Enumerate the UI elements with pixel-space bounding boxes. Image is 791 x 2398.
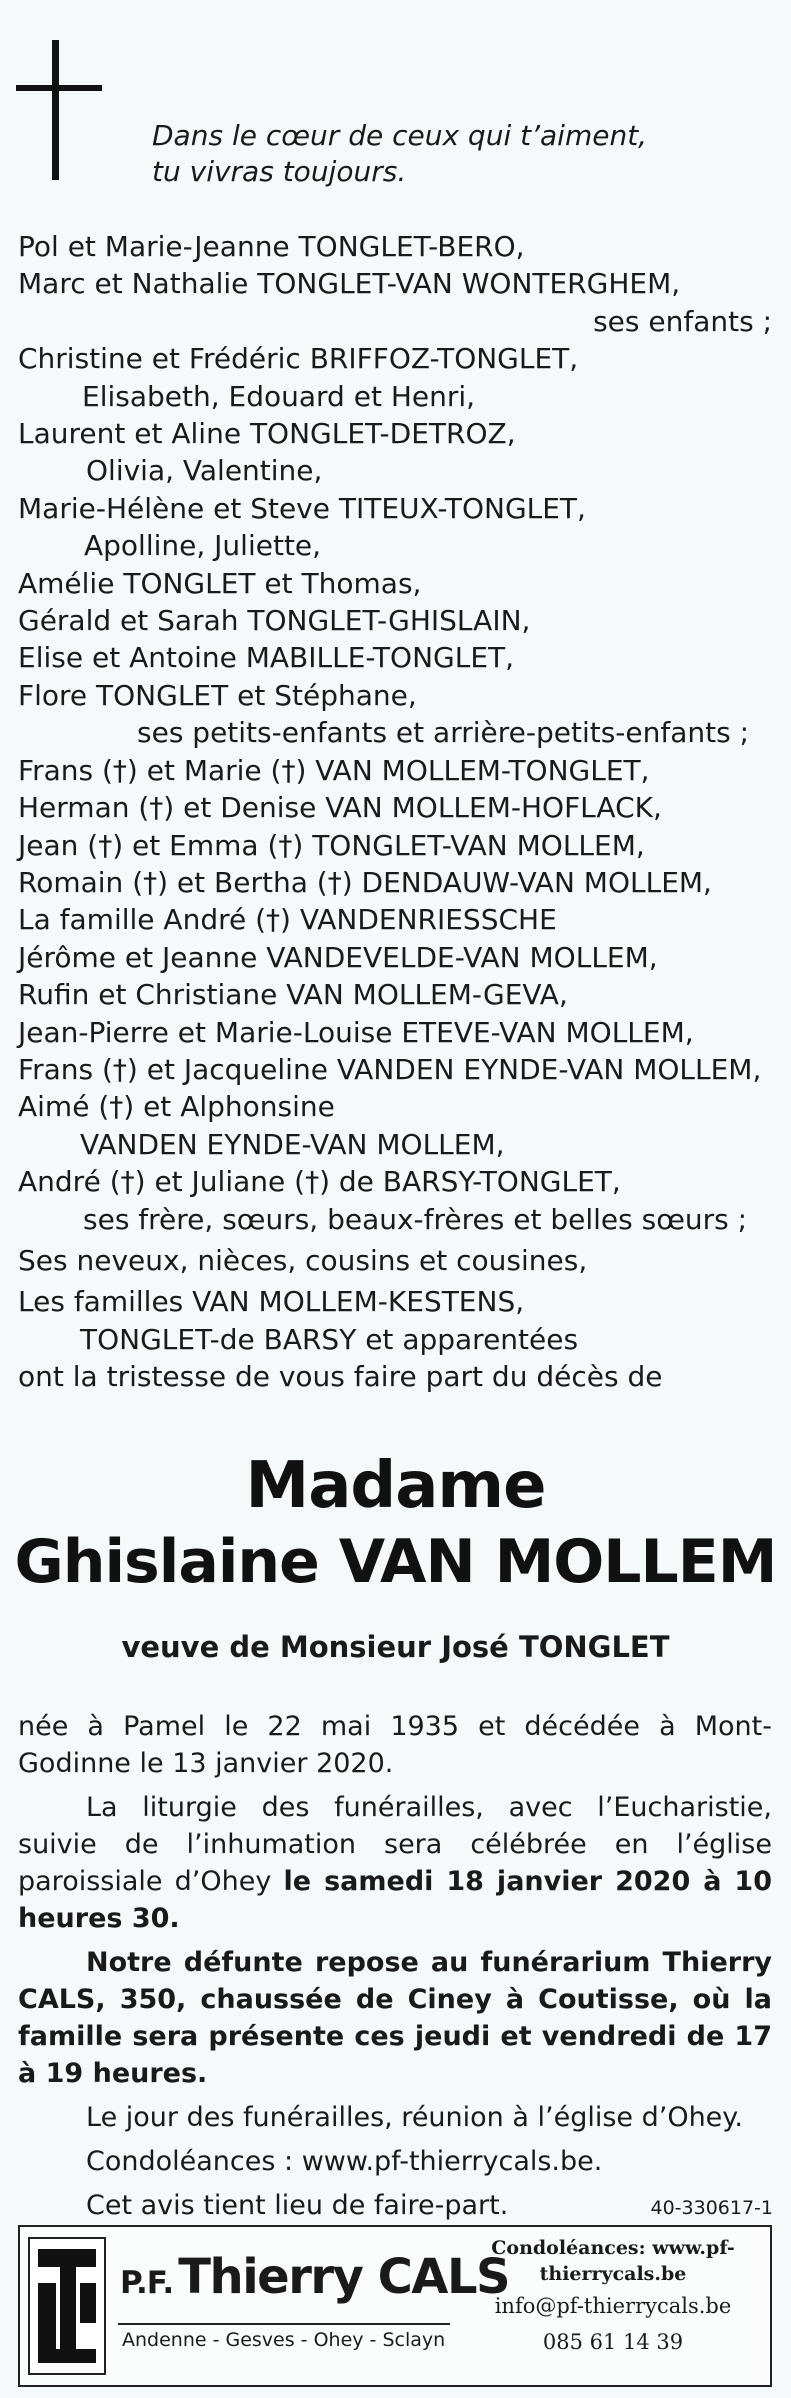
family-line: Flore TONGLET et Stéphane, — [18, 678, 417, 712]
family-line: Elise et Antoine MABILLE-TONGLET, — [18, 641, 515, 675]
widow-of: veuve de Monsieur José TONGLET — [121, 1630, 670, 1664]
brand-prefix: P.F. — [120, 2265, 174, 2301]
family-line: Marie-Hélène et Steve TITEUX-TONGLET, — [18, 491, 586, 525]
tc-logo-icon — [28, 2237, 106, 2375]
meeting-paragraph: Le jour des funérailles, réunion à l’église d’Ohey. — [86, 2102, 744, 2133]
family-line: Rufin et Christiane VAN MOLLEM-GEVA, — [18, 978, 568, 1012]
contact-email: info@pf-thierrycals.be — [494, 2294, 732, 2318]
family-list — [18, 228, 778, 1396]
family-line: Apolline, Juliette, — [84, 529, 322, 563]
brand-name — [120, 2249, 509, 2305]
family-line: Herman (†) et Denise VAN MOLLEM-HOFLACK, — [18, 791, 662, 825]
family-line: Pol et Marie-Jeanne TONGLET-BERO, — [18, 230, 525, 263]
contact-block — [460, 2235, 766, 2359]
family-line: Frans (†) et Jacqueline VANDEN EYNDE-VAN MOLLEM, — [18, 1052, 762, 1086]
family-line: André (†) et Juliane (†) de BARSY-TONGLET, — [18, 1165, 621, 1199]
liturgy-paragraph — [18, 1789, 772, 1937]
brand-locations: Andenne - Gesves - Ohey - Sclayn — [122, 2329, 446, 2351]
notice-paragraph: Cet avis tient lieu de faire-part. — [86, 2190, 509, 2221]
liturgy-text: La liturgie des funérailles, avec l’Eucharistie, suivie de l’inhumation sera célébrée en l’église paroissiale d’Ohey — [18, 1792, 772, 1897]
brand-company: Thierry CALS — [178, 2249, 510, 2305]
announcement-line: ont la tristesse de vous faire part du décès de — [18, 1360, 663, 1394]
family-line: Elisabeth, Edouard et Henri, — [82, 379, 476, 413]
deceased-title: Madame — [245, 1449, 546, 1523]
obituary-body — [18, 1708, 772, 2231]
cross-icon — [16, 40, 102, 180]
deceased-block — [0, 1449, 791, 1665]
family-line: Les familles VAN MOLLEM-KESTENS, — [18, 1285, 525, 1319]
birth-paragraph: née à Pamel le 22 mai 1935 et décédée à Mont-Godinne le 13 janvier 2020. — [18, 1711, 772, 1779]
family-line: Aimé (†) et Alphonsine — [18, 1090, 335, 1124]
epitaph — [152, 118, 647, 190]
family-line: Gérald et Sarah TONGLET-GHISLAIN, — [18, 604, 531, 638]
funerarium-paragraph: Notre défunte repose au funérarium Thierry CALS, 350, chaussée de Ciney à Coutisse, où la famille sera présente ces jeudi et vendredi de 17 à 19 heures. — [18, 1947, 772, 2089]
deceased-name: Ghislaine VAN MOLLEM — [14, 1527, 777, 1597]
family-line: Frans (†) et Marie (†) VAN MOLLEM-TONGLET, — [18, 753, 650, 787]
contact-phone: 085 61 14 39 — [542, 2330, 684, 2354]
epitaph-line: Dans le cœur de ceux qui t’aiment, — [152, 119, 648, 152]
family-line: La famille André (†) VANDENRIESSCHE — [18, 903, 557, 937]
family-role: ses enfants ; — [593, 304, 772, 338]
family-line: Olivia, Valentine, — [86, 454, 323, 488]
funeral-home-ad — [18, 2225, 772, 2387]
family-line: Amélie TONGLET et Thomas, — [18, 566, 422, 600]
family-line: Laurent et Aline TONGLET-DETROZ, — [18, 417, 516, 451]
family-line: Christine et Frédéric BRIFFOZ-TONGLET, — [18, 342, 579, 376]
family-line: Jean-Pierre et Marie-Louise ETEVE-VAN MOLLEM, — [18, 1015, 694, 1049]
family-line: Romain (†) et Bertha (†) DENDAUW-VAN MOLLEM, — [18, 865, 712, 899]
family-line: Marc et Nathalie TONGLET-VAN WONTERGHEM, — [18, 267, 681, 301]
family-role: ses frère, sœurs, beaux-frères et belles sœurs ; — [83, 1202, 748, 1236]
family-line: Ses neveux, nièces, cousins et cousines, — [18, 1243, 588, 1277]
family-role: ses petits-enfants et arrière-petits-enfants ; — [137, 716, 750, 750]
liturgy-date: le samedi 18 janvier 2020 à 10 heures 30. — [18, 1866, 772, 1934]
family-line: VANDEN EYNDE-VAN MOLLEM, — [80, 1127, 505, 1161]
epitaph-line: tu vivras toujours. — [152, 155, 407, 188]
divider — [118, 2323, 450, 2325]
condolences-paragraph: Condoléances : www.pf-thierrycals.be. — [86, 2146, 603, 2177]
reference-number: 40-330617-1 — [650, 2197, 773, 2219]
family-line: Jean (†) et Emma (†) TONGLET-VAN MOLLEM, — [18, 828, 645, 862]
contact-condolences: Condoléances: www.pf-thierrycals.be — [491, 2237, 735, 2285]
family-line: TONGLET-de BARSY et apparentées — [80, 1322, 579, 1356]
family-line: Jérôme et Jeanne VANDEVELDE-VAN MOLLEM, — [18, 940, 658, 974]
